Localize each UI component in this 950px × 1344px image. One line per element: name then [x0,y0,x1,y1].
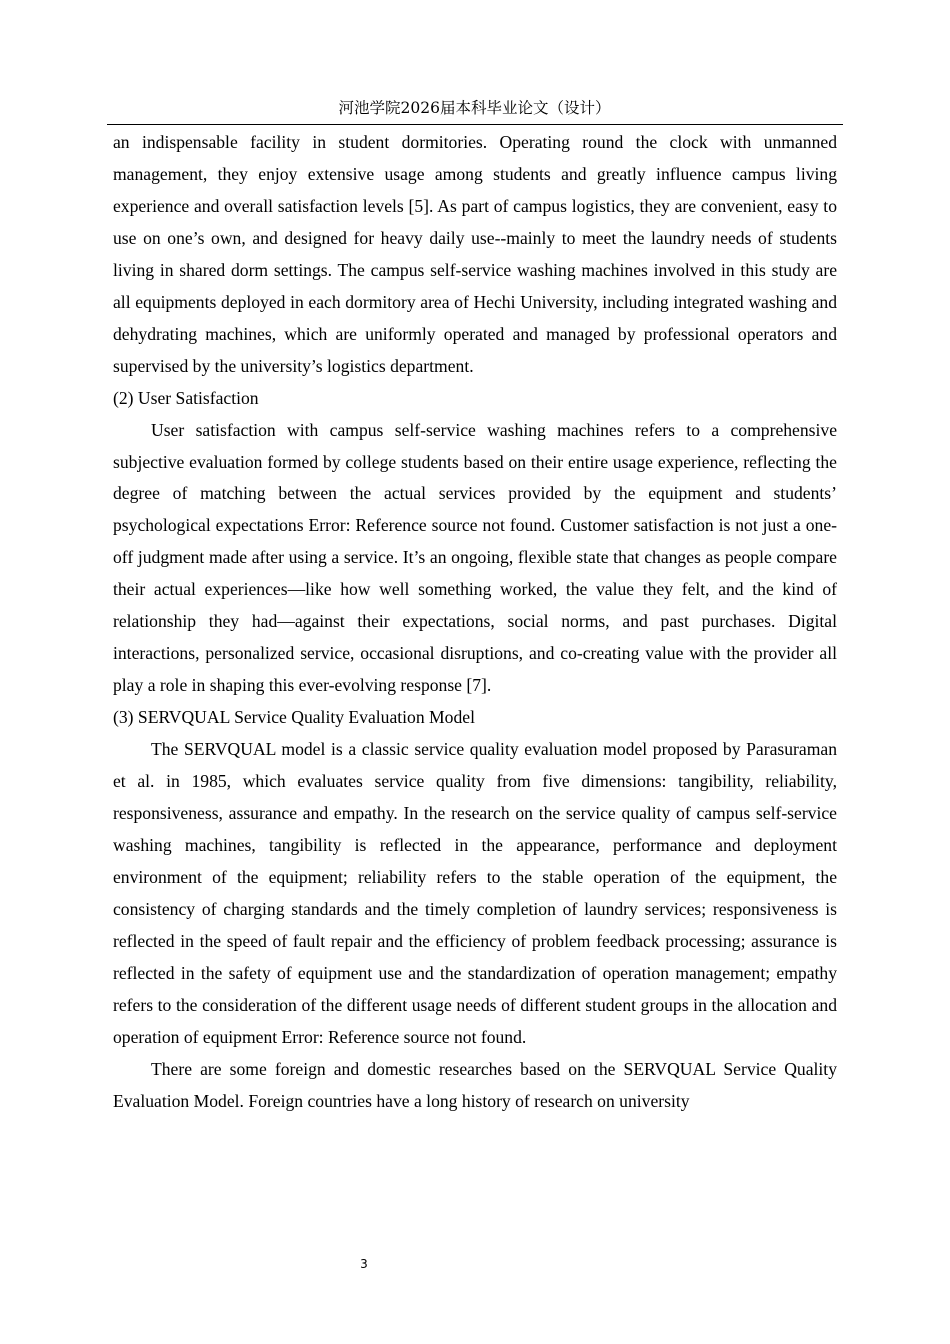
paragraph-user-satisfaction: User satisfaction with campus self-service washing machines refers to a comprehensive subjective evaluation formed by college students based on their entire usage experience, reflecting the degree of matching between the actual services provided by the equipment and students’ psychological expectations Error: Reference source not found. Customer satisfaction is not just a one-off judgment made after using a service. It’s an ongoing, flexible state that changes as people compare their actual experiences—like how well something worked, the value they felt, and the kind of relationship they had—against their expectations, social norms, and past purchases. Digital interactions, personalized service, occasional disruptions, and co-creating value with the provider all play a role in shaping this ever-evolving response [7]. [113,419,837,696]
running-header: 河池学院2026届本科毕业论文（设计） [338,99,611,117]
paragraph-continuation: an indispensable facility in student dormitories. Operating round the clock with unmanned management, they enjoy extensive usage among students and greatly influence campus living experience and overall satisfaction levels [5]. As part of campus logistics, they are convenient, easy to use on one’s own, and designed for heavy daily use--mainly to meet the laundry needs of students living in shared dorm settings. The campus self-service washing machines involved in this study are all equipments deployed in each dormitory area of Hechi University, including integrated washing and dehydrating machines, which are uniformly operated and managed by professional operators and supervised by the university’s logistics department. [113,132,837,376]
paragraph-servqual-research: There are some foreign and domestic researches based on the SERVQUAL Service Quality Evaluation Model. Foreign countries have a long history of research on university [113,1058,837,1111]
page-body [113,127,837,1118]
section-heading-servqual: (3) SERVQUAL Service Quality Evaluation Model [113,707,475,728]
page-number: 3 [360,1257,368,1271]
paragraph-servqual-model: The SERVQUAL model is a classic service quality evaluation model proposed by Parasuraman et al. in 1985, which evaluates service quality from five dimensions: tangibility, reliability, responsiveness, assurance and empathy. In the research on the service quality of campus self-service washing machines, tangibility is reflected in the appearance, performance and deployment environment of the equipment; reliability refers to the stable operation of the equipment, the consistency of charging standards and the timely completion of laundry services; responsiveness is reflected in the speed of fault repair and the efficiency of problem feedback processing; assurance is reflected in the safety of equipment use and the standardization of operation management; empathy refers to the consideration of the different usage needs of different student groups in the allocation and operation of equipment Error: Reference source not found. [113,739,837,1047]
header-divider [107,124,843,125]
section-heading-user-satisfaction: (2) User Satisfaction [113,387,259,408]
